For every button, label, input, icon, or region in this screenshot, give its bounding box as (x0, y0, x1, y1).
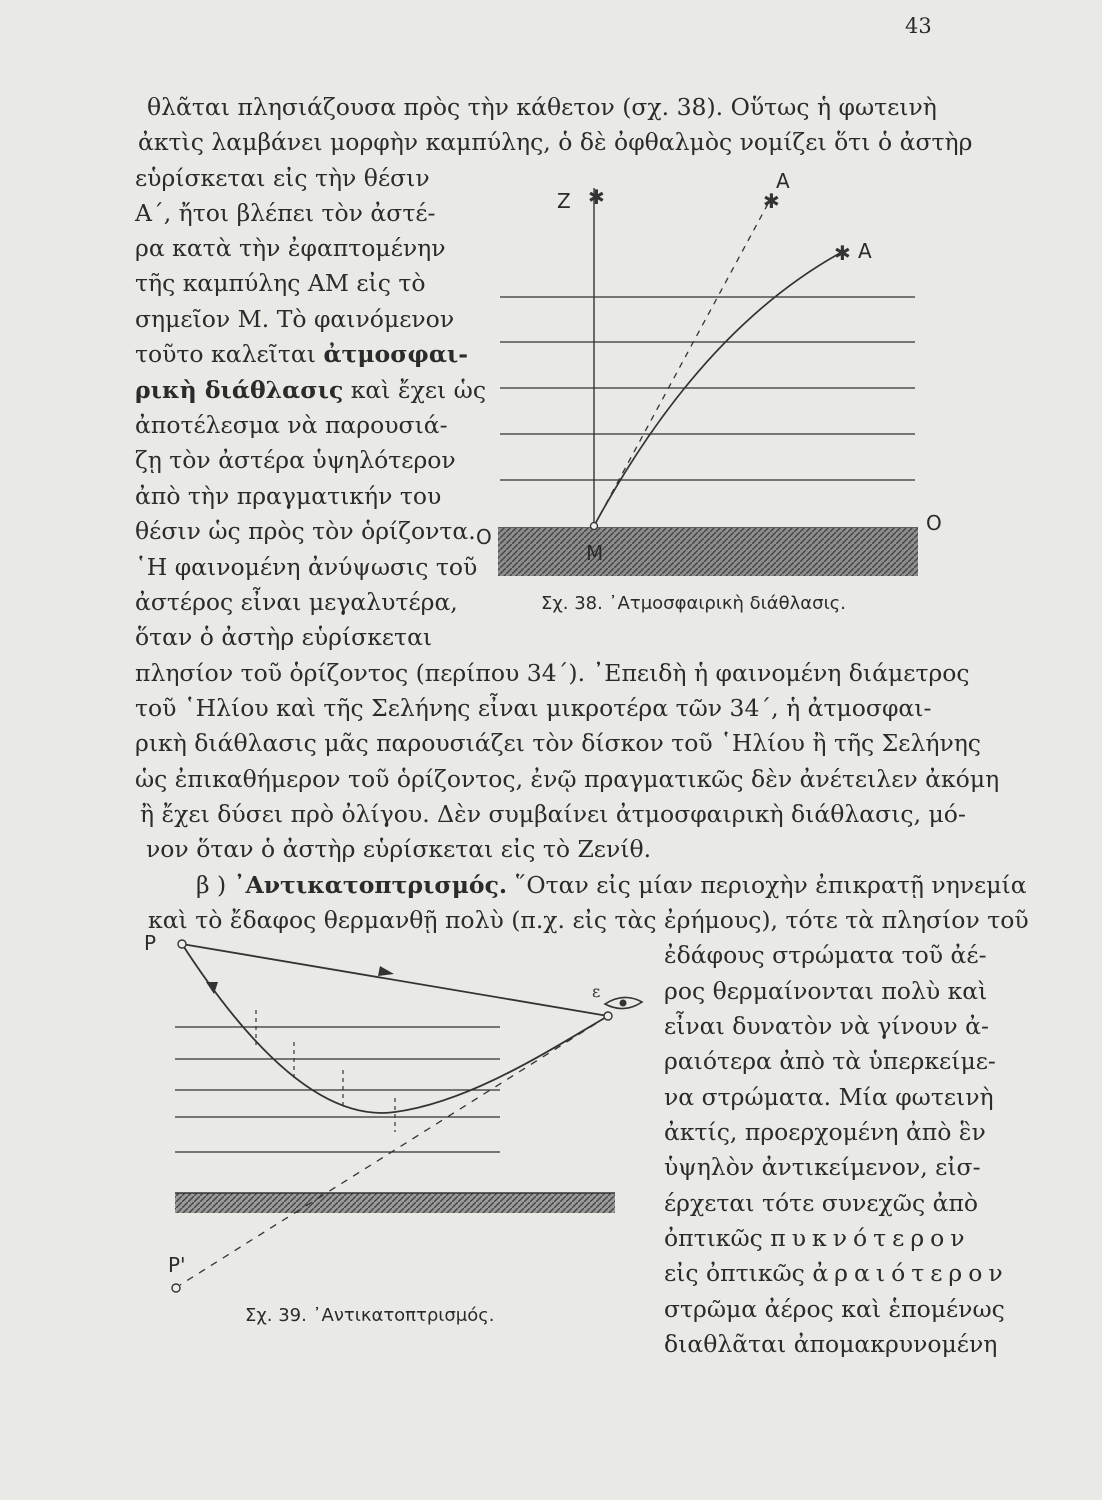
eye-point (604, 1012, 612, 1020)
ground-hatch (498, 528, 918, 576)
text-line: διαθλᾶται ἀπομακρυνομένη (664, 1330, 998, 1358)
term-bold: ρικὴ διάθλασις (135, 376, 344, 404)
refracted-ray (182, 944, 608, 1113)
label-a-real: A (858, 239, 872, 263)
label-o-left: O (476, 525, 492, 549)
star-icon: ✱ (588, 185, 605, 209)
text-line (664, 1258, 1009, 1288)
text-line: ραιότερα ἀπὸ τὰ ὑπερκείμε- (664, 1047, 996, 1075)
text-line: ῾Η φαινομένη ἀνύψωσις τοῦ (135, 553, 478, 581)
text-line: ἀκτὶς λαμβάνει μορφὴν καμπύλης, ὁ δὲ ὀφθαλμὸς νομίζει ὅτι ὁ ἀστὴρ (138, 128, 973, 156)
text-line: θέσιν ὡς πρὸς τὸν ὁρίζοντα. (135, 517, 476, 545)
text-line: να στρώματα. Μία φωτεινὴ (664, 1083, 994, 1111)
text-line: ἀπὸ τὴν πραγματικήν του (135, 482, 442, 510)
label-z: Z (557, 189, 571, 213)
label-p: P (144, 931, 157, 955)
text-line (664, 1223, 971, 1253)
star-icon: ✱ (834, 241, 851, 265)
text-line: ὑψηλὸν ἀντικείμενον, εἰσ- (664, 1153, 981, 1181)
text-line: εἶναι δυνατὸν νὰ γίνουν ἀ- (664, 1012, 989, 1040)
label-p-prime: P' (168, 1253, 186, 1277)
text-line: ὅταν ὁ ἀστὴρ εὑρίσκεται (135, 623, 433, 651)
text-line: ἀστέρος εἶναι μεγαλυτέρα, (135, 588, 458, 616)
text-span: ὀπτικῶς (664, 1224, 771, 1252)
figure-39-diagram (140, 920, 660, 1300)
label-m: M (586, 541, 604, 565)
text-line: νον ὅταν ὁ ἀστὴρ εὑρίσκεται εἰς τὸ Ζενίθ. (146, 835, 652, 863)
text-line: ρος θερμαίνονται πολὺ καὶ (664, 977, 988, 1005)
page-number: 43 (905, 14, 932, 38)
text-line: στρῶμα ἀέρος καὶ ἑπομένως (664, 1295, 1005, 1323)
text-line: ἀκτίς, προερχομένη ἀπὸ ἓν (664, 1118, 986, 1146)
text-line: ρα κατὰ τὴν ἐφαπτομένην (135, 234, 446, 262)
text-line: καὶ τὸ ἔδαφος θερμανθῇ πολὺ (π.χ. εἰς τὰς ἐρήμους), τότε τὰ πλησίον τοῦ (148, 906, 1029, 934)
text-line: τῆς καμπύλης ΑΜ εἰς τὸ (135, 269, 426, 297)
section-marker: β ) (196, 871, 227, 899)
text-line: έρχεται τότε συνεχῶς ἀπὸ (664, 1189, 979, 1217)
apparent-ray-dashed (180, 1016, 608, 1285)
text-span: τοῦτο καλεῖται (135, 340, 324, 368)
figure-39-caption: Σχ. 39. ᾿Αντικατοπτρισμός. (245, 1305, 495, 1326)
text-line: εὑρίσκεται εἰς τὴν θέσιν (135, 164, 430, 192)
text-line: ἐδάφους στρώματα τοῦ ἀέ- (664, 941, 987, 969)
text-line: ρικὴ διάθλασις μᾶς παρουσιάζει τὸν δίσκον τοῦ ῾Ηλίου ἢ τῆς Σελήνης (135, 729, 981, 757)
text-line: ἢ ἔχει δύσει πρὸ ὀλίγου. Δὲν συμβαίνει ἀτμοσφαιρικὴ διάθλασις, μό- (140, 800, 966, 828)
object-point (178, 940, 186, 948)
label-a-apparent: A (776, 169, 790, 193)
spaced-term: ἀραιότερον (812, 1259, 1009, 1287)
image-point (172, 1284, 180, 1292)
text-line: Α΄, ἤτοι βλέπει τὸν ἀστέ- (135, 199, 436, 227)
term-bold: ἀτμοσφαι- (323, 340, 469, 368)
ground-hatch (175, 1193, 615, 1213)
text-span: ῞Οταν εἰς μίαν περιοχὴν ἐπικρατῇ νηνεμία (507, 871, 1027, 899)
text-line (135, 339, 468, 369)
text-line: σημεῖον Μ. Τὸ φαινόμενον (135, 305, 455, 333)
text-line: ὡς ἐπικαθήμερον τοῦ ὁρίζοντος, ἐνῷ πραγματικῶς δὲν ἀνέτειλεν ἀκόμη (135, 765, 1000, 793)
text-line: ἀποτέλεσμα νὰ παρουσιά- (135, 411, 448, 439)
figure-38-caption: Σχ. 38. ᾿Ατμοσφαιρικὴ διάθλασις. (541, 593, 846, 614)
section-heading (196, 870, 1027, 900)
star-icon: ✱ (763, 189, 780, 213)
eyelash-mark: ε (592, 982, 601, 1001)
section-title: ᾿Αντικατοπτρισμός. (233, 871, 508, 899)
text-span: εἰς ὀπτικῶς (664, 1259, 813, 1287)
label-o-right: O (926, 511, 942, 535)
text-line: ζῃ τὸν ἀστέρα ὑψηλότερον (135, 446, 456, 474)
spaced-term: πυκνότερον (770, 1224, 971, 1252)
text-line: πλησίον τοῦ ὁρίζοντος (περίπου 34΄). ᾿Επειδὴ ἡ φαινομένη διάμετρος (135, 659, 970, 687)
text-line: τοῦ ῾Ηλίου καὶ τῆς Σελήνης εἶναι μικροτέρα τῶν 34΄, ἡ ἀτμοσφαι- (135, 694, 932, 722)
ray-arrow (378, 966, 394, 976)
text-span: καὶ ἔχει ὡς (343, 376, 487, 404)
figure-38-diagram (470, 160, 950, 580)
text-line (135, 375, 486, 405)
refracted-ray (594, 252, 842, 526)
text-line: θλᾶται πλησιάζουσα πρὸς τὴν κάθετον (σχ. 38). Οὕτως ἡ φωτεινὴ (147, 93, 937, 121)
apparent-direction-line (594, 200, 770, 526)
eye-pupil (620, 1000, 627, 1007)
direct-ray (182, 944, 608, 1016)
observer-point (591, 523, 598, 530)
